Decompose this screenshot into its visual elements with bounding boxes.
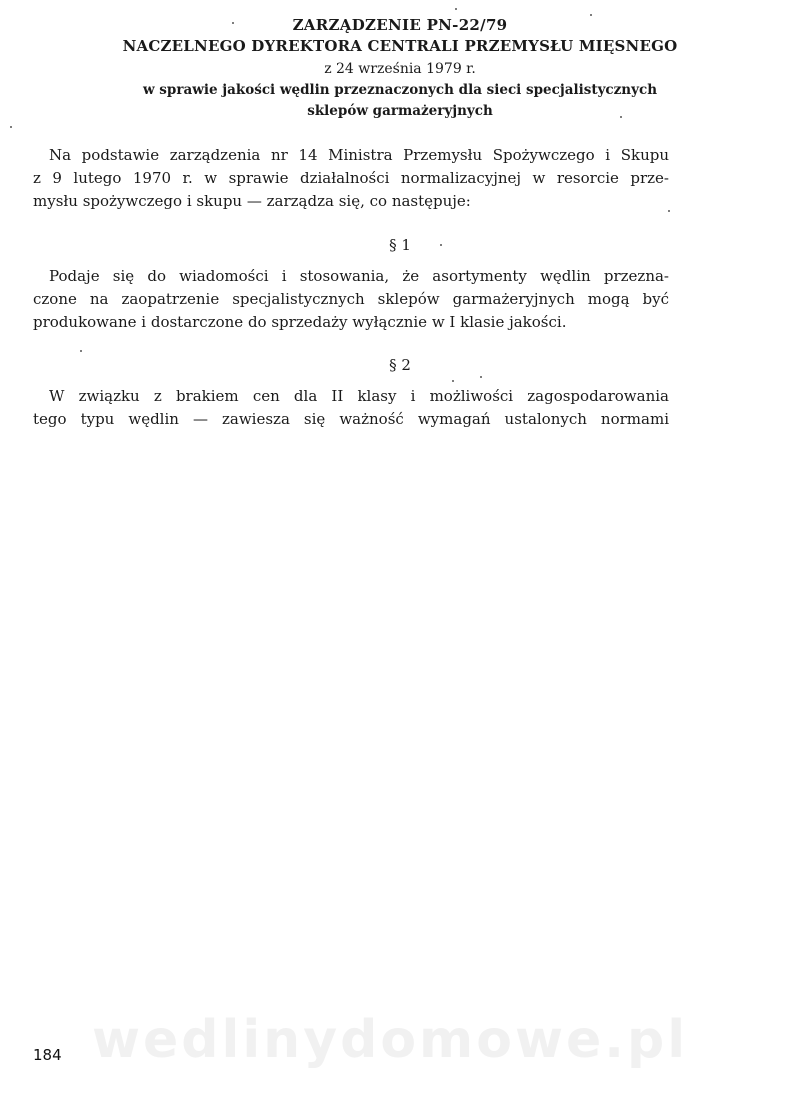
scan-speck [455, 8, 457, 10]
page-number: 184 [33, 1046, 62, 1064]
ordinance-date: z 24 września 1979 r. [324, 61, 476, 77]
scan-speck [620, 116, 622, 118]
scan-speck [10, 126, 12, 128]
section-1-line: czone na zaopatrzenie specjalistycznych sklepów garmażeryjnych mogą być [33, 290, 669, 308]
scan-speck [440, 244, 442, 246]
scan-speck [452, 380, 454, 382]
ordinance-title: ZARZĄDZENIE PN-22/79 [292, 16, 508, 34]
preamble-line: z 9 lutego 1970 r. w sprawie działalności normalizacyjnej w resorcie prze- [33, 169, 669, 187]
watermark: wedlinydomowe.pl [92, 1010, 689, 1070]
scan-speck [480, 376, 482, 378]
section-1-line: produkowane i dostarczone do sprzedaży wyłącznie w I klasie jakości. [33, 313, 567, 331]
subject-line-2: sklepów garmażeryjnych [307, 103, 493, 119]
issuing-authority: NACZELNEGO DYREKTORA CENTRALI PRZEMYSŁU MIĘSNEGO [122, 37, 678, 55]
preamble-line: Na podstawie zarządzenia nr 14 Ministra Przemysłu Spożywczego i Skupu [49, 146, 669, 164]
scan-speck [232, 22, 234, 24]
section-2-line: W związku z brakiem cen dla II klasy i możliwości zagospodarowania [49, 387, 669, 405]
scan-speck [590, 14, 592, 16]
scan-speck [80, 350, 82, 352]
section-2-line: tego typu wędlin — zawiesza się ważność wymagań ustalonych normami [33, 410, 669, 428]
preamble-line: mysłu spożywczego i skupu — zarządza się, co następuje: [33, 192, 471, 210]
subject-line-1: w sprawie jakości wędlin przeznaczonych dla sieci specjalistycznych [142, 82, 658, 98]
section-1-line: Podaje się do wiadomości i stosowania, że asortymenty wędlin przezna- [49, 267, 669, 285]
section-2-heading: § 2 [389, 356, 411, 374]
scan-speck [668, 210, 670, 212]
section-1-heading: § 1 [389, 236, 411, 254]
